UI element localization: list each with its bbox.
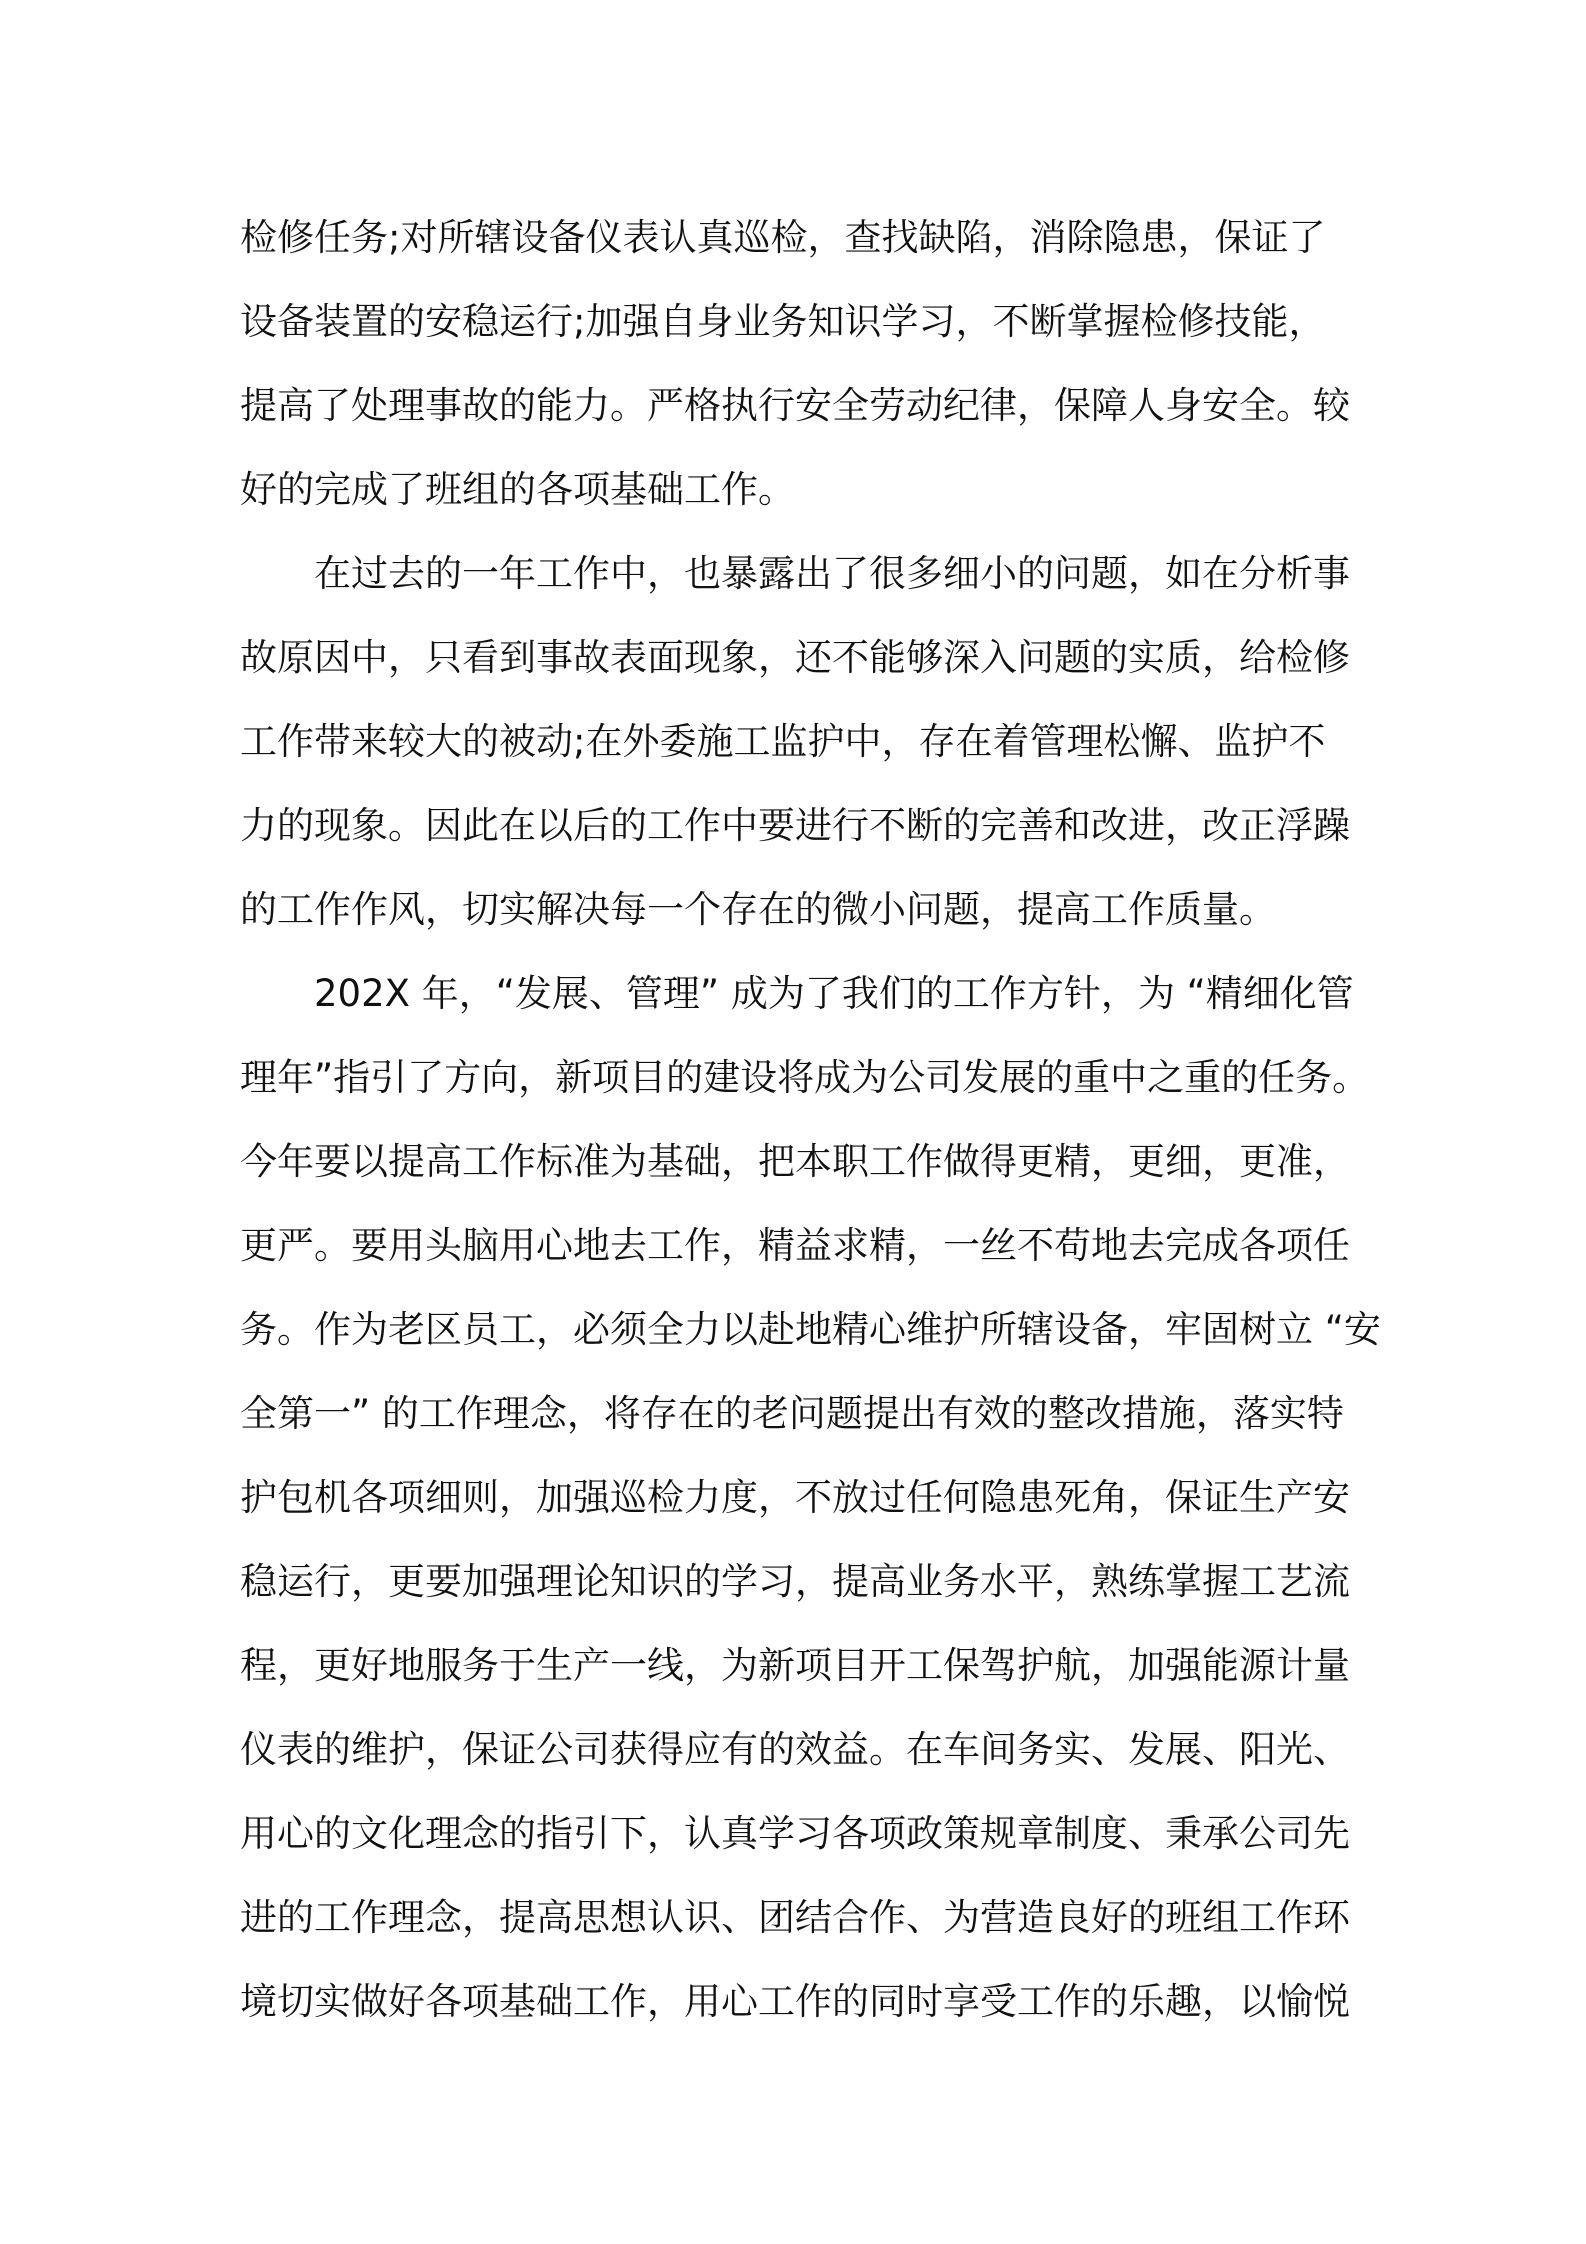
text-line: 更严。要用头脑用心地去工作，精益求精，一丝不苟地去完成各项任	[240, 1224, 1350, 1267]
paragraph	[240, 196, 1360, 532]
text-line: 境切实做好各项基础工作，用心工作的同时享受工作的乐趣，以愉悦	[240, 1980, 1350, 2023]
text-line: 程，更好地服务于生产一线，为新项目开工保驾护航，加强能源计量	[240, 1644, 1350, 1687]
document-body	[240, 196, 1381, 2044]
text-line: 好的完成了班组的各项基础工作。	[240, 468, 795, 511]
text-line: 务。作为老区员工，必须全力以赴地精心维护所辖设备，牢固树立 “安	[240, 1308, 1381, 1351]
text-line: 故原因中，只看到事故表面现象，还不能够深入问题的实质，给检修	[240, 636, 1350, 679]
paragraph	[240, 532, 1360, 952]
text-line: 检修任务;对所辖设备仪表认真巡检，查找缺陷，消除隐患，保证了	[240, 216, 1326, 259]
text-line: 工作带来较大的被动;在外委施工监护中，存在着管理松懈、监护不	[240, 720, 1326, 763]
text-line: 今年要以提高工作标准为基础，把本职工作做得更精，更细，更准，	[240, 1140, 1350, 1183]
text-line: 稳运行，更要加强理论知识的学习，提高业务水平，熟练掌握工艺流	[240, 1560, 1350, 1603]
text-line: 202X 年，“发展、管理” 成为了我们的工作方针，为 “精细化管	[240, 972, 1354, 1015]
text-line: 进的工作理念，提高思想认识、团结合作、为营造良好的班组工作环	[240, 1896, 1350, 1939]
text-line: 提高了处理事故的能力。严格执行安全劳动纪律，保障人身安全。较	[240, 384, 1350, 427]
text-line: 护包机各项细则，加强巡检力度，不放过任何隐患死角，保证生产安	[240, 1476, 1350, 1519]
text-line: 设备装置的安稳运行;加强自身业务知识学习，不断掌握检修技能，	[240, 300, 1326, 343]
text-line: 的工作作风，切实解决每一个存在的微小问题，提高工作质量。	[240, 888, 1276, 931]
text-line: 理年”指引了方向，新项目的建设将成为公司发展的重中之重的任务。	[240, 1056, 1370, 1099]
text-line: 全第一” 的工作理念，将存在的老问题提出有效的整改措施，落实特	[240, 1392, 1344, 1435]
text-line: 在过去的一年工作中，也暴露出了很多细小的问题，如在分析事	[240, 552, 1350, 595]
paragraph	[240, 952, 1381, 2044]
text-line: 仪表的维护，保证公司获得应有的效益。在车间务实、发展、阳光、	[240, 1728, 1350, 1771]
text-line: 用心的文化理念的指引下，认真学习各项政策规章制度、秉承公司先	[240, 1812, 1350, 1855]
text-line: 力的现象。因此在以后的工作中要进行不断的完善和改进，改正浮躁	[240, 804, 1350, 847]
